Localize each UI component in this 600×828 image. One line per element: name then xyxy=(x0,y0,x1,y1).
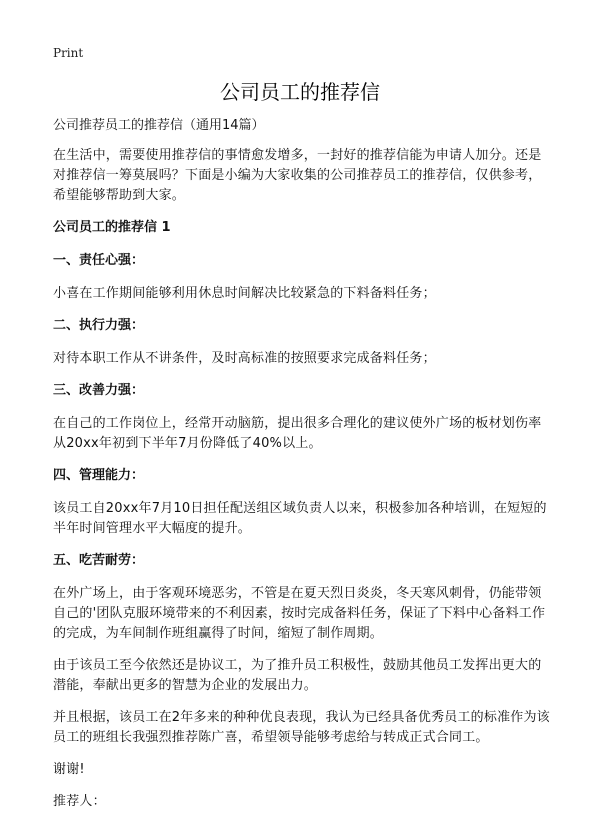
referrer-line: 推荐人： xyxy=(53,794,106,809)
letter-heading: 公司员工的推荐信 1 xyxy=(53,220,171,235)
section-body-hardworking: 在外广场上，由于客观环境恶劣，不管是在夏天烈日炎炎，冬天寒风刺骨，仍能带领自己的'团队克服环境带来的不利因素，按时完成备料任务，保证了下料中心备料工作的完成，为车间制作班组赢得了时间，缩短了制作周期。 xyxy=(53,586,546,641)
article-body xyxy=(53,116,553,824)
recommendation-paragraph: 并且根据，该员工在2年多来的种种优良表现，我认为已经具备优秀员工的标准作为该员工的班组长我强烈推荐陈广喜，希望领导能够考虑给与转成正式合同工。 xyxy=(53,710,550,745)
print-link[interactable]: Print xyxy=(53,46,84,60)
section-heading-execution: 二、执行力强： xyxy=(53,318,145,333)
thanks-line: 谢谢! xyxy=(53,762,85,777)
potential-paragraph: 由于该员工至今依然还是协议工，为了推升员工积极性，鼓励其他员工发挥出更大的潜能，奉献出更多的智慧为企业的发展出力。 xyxy=(53,658,542,693)
section-body-responsibility: 小喜在工作期间能够利用休息时间解决比较紧急的下料备料任务； xyxy=(53,286,436,301)
section-heading-management: 四、管理能力： xyxy=(53,468,145,483)
section-body-management: 该员工自20xx年7月10日担任配送组区域负责人以来，积极参加各种培训，在短短的半年时间管理水平大幅度的提升。 xyxy=(53,501,547,536)
section-body-execution: 对待本职工作从不讲条件，及时高标准的按照要求完成备料任务； xyxy=(53,351,436,366)
section-heading-improvement: 三、改善力强： xyxy=(53,383,145,398)
section-body-improvement: 在自己的工作岗位上，经常开动脑筋，提出很多合理化的建议使外广场的板材划伤率从20xx年初到下半年7月份降低了40%以上。 xyxy=(53,416,542,451)
article-subtitle: 公司推荐员工的推荐信（通用14篇） xyxy=(53,118,265,133)
page-title: 公司员工的推荐信 xyxy=(220,80,380,104)
section-heading-hardworking: 五、吃苦耐劳： xyxy=(53,553,145,568)
section-heading-responsibility: 一、责任心强： xyxy=(53,253,145,268)
intro-paragraph: 在生活中，需要使用推荐信的事情愈发增多，一封好的推荐信能为申请人加分。还是对推荐信一筹莫展吗？下面是小编为大家收集的公司推荐员工的推荐信，仅供参考，希望能够帮助到大家。 xyxy=(53,148,542,203)
